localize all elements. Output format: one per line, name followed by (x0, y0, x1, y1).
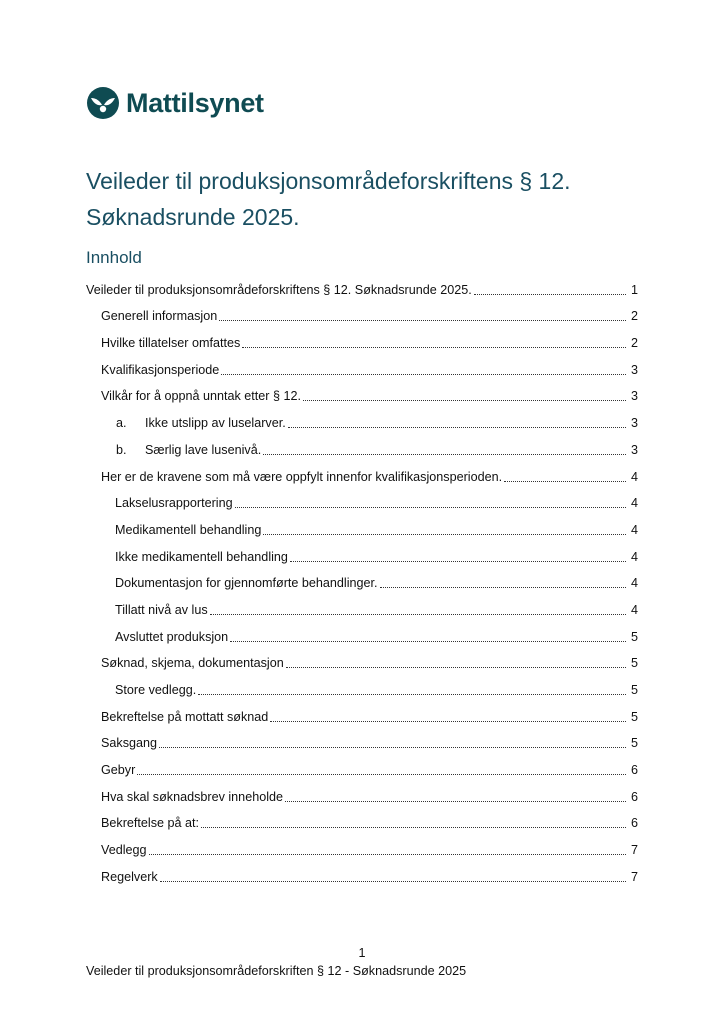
toc-entry-text: Hva skal søknadsbrev inneholde (101, 789, 284, 804)
document-title (86, 163, 646, 235)
toc-dot-leader (201, 811, 626, 828)
toc-entry-page: 4 (630, 602, 638, 617)
toc-dot-leader (270, 705, 626, 722)
toc-dot-leader (286, 651, 626, 668)
toc-entry-page: 5 (630, 709, 638, 724)
toc-entry[interactable] (86, 298, 638, 325)
toc-dot-leader (149, 838, 626, 855)
toc-dot-leader (504, 465, 626, 482)
toc-entry-page: 5 (630, 736, 638, 751)
toc-dot-leader (242, 331, 626, 348)
toc-entry-page: 3 (630, 389, 638, 404)
toc-entry-page: 2 (630, 336, 638, 351)
toc-entry-text: Dokumentasjon for gjennomførte behandlinger. (115, 576, 378, 591)
toc-dot-leader (263, 518, 626, 535)
toc-entry[interactable] (86, 698, 638, 725)
mattilsynet-logo (86, 86, 264, 120)
toc-dot-leader (380, 571, 626, 588)
toc-entry-letter: b. (116, 442, 127, 457)
toc-entry[interactable] (86, 378, 638, 405)
toc-dot-leader (288, 411, 626, 428)
toc-entry-page: 5 (630, 683, 638, 697)
toc-entry-text: Ikke utslipp av luselarver. (145, 416, 286, 431)
toc-entry-text: Gebyr (101, 763, 136, 778)
toc-entry[interactable] (86, 751, 638, 778)
toc-entry-page: 4 (630, 576, 638, 591)
toc-entry-text: Tillatt nivå av lus (115, 602, 208, 617)
toc-entry[interactable] (86, 671, 638, 698)
toc-entry[interactable] (86, 618, 638, 645)
toc-entry-page: 7 (630, 843, 638, 858)
toc-dot-leader (159, 731, 626, 748)
toc-entry-page: 7 (630, 869, 638, 884)
toc-entry-text: Avsluttet produksjon (115, 629, 229, 644)
toc-dot-leader (235, 491, 626, 508)
toc-entry[interactable] (86, 831, 638, 858)
toc-entry-page: 2 (630, 309, 638, 324)
toc-entry-page: 6 (630, 789, 638, 804)
toc-entry-text: Vilkår for å oppnå unntak etter § 12. (101, 389, 301, 404)
toc-dot-leader (160, 865, 626, 882)
toc-entry[interactable] (86, 404, 638, 431)
toc-entry-text: Søknad, skjema, dokumentasjon (101, 656, 284, 671)
document-title-line-2: Søknadsrunde 2025. (86, 204, 300, 230)
toc-entry[interactable] (86, 778, 638, 805)
document-title-line-1: Veileder til produksjonsområdeforskriftens § 12. (86, 168, 571, 194)
toc-entry-page: 5 (630, 629, 638, 644)
toc-entry[interactable] (86, 591, 638, 618)
toc-entry-text: Saksgang (101, 736, 158, 751)
toc-entry-text: Medikamentell behandling (115, 522, 262, 537)
toc-entry[interactable] (86, 458, 638, 485)
toc-dot-leader (285, 785, 626, 802)
mattilsynet-logo-icon (86, 86, 120, 120)
table-of-contents (86, 271, 638, 885)
toc-entry-page: 1 (630, 282, 638, 297)
toc-entry[interactable] (86, 511, 638, 538)
toc-entry[interactable] (86, 858, 638, 885)
toc-entry-page: 3 (630, 416, 638, 431)
toc-entry-text: Her er de kravene som må være oppfylt innenfor kvalifikasjonsperioden. (101, 469, 503, 484)
toc-dot-leader (198, 678, 626, 695)
toc-entry-page: 4 (630, 469, 638, 484)
toc-dot-leader (210, 598, 626, 615)
toc-entry[interactable] (86, 485, 638, 512)
toc-entry-page: 6 (630, 816, 638, 831)
page-number: 1 (358, 946, 366, 960)
toc-entry-text: Lakselusrapportering (115, 496, 233, 511)
toc-dot-leader (230, 625, 626, 642)
toc-entry-page: 4 (630, 522, 638, 537)
footer-text: Veileder til produksjonsområdeforskriften § 12 - Søknadsrunde 2025 (86, 964, 467, 978)
toc-dot-leader (303, 384, 626, 401)
toc-entry[interactable] (86, 805, 638, 832)
toc-entry-page: 5 (630, 656, 638, 671)
toc-entry-letter: a. (116, 416, 127, 431)
toc-entry-text: Bekreftelse på mottatt søknad (101, 709, 269, 724)
toc-entry-page: 6 (630, 763, 638, 778)
toc-dot-leader (137, 758, 626, 775)
toc-entry-page: 4 (630, 496, 638, 511)
toc-entry-page: 4 (630, 549, 638, 564)
toc-entry-text: Kvalifikasjonsperiode (101, 362, 220, 377)
toc-entry[interactable] (86, 351, 638, 378)
toc-heading: Innhold (86, 248, 142, 267)
toc-entry[interactable] (86, 565, 638, 592)
toc-entry[interactable] (86, 645, 638, 672)
toc-entry-text: Generell informasjon (101, 309, 218, 324)
toc-dot-leader (290, 545, 626, 562)
toc-entry-page: 3 (630, 362, 638, 377)
toc-entry[interactable] (86, 324, 638, 351)
toc-entry[interactable] (86, 538, 638, 565)
toc-entry[interactable] (86, 725, 638, 752)
toc-entry-text: Vedlegg (101, 843, 147, 858)
toc-entry-text: Regelverk (101, 869, 158, 884)
toc-entry-page: 3 (630, 442, 638, 457)
toc-entry-text: Ikke medikamentell behandling (115, 549, 288, 564)
toc-entry-text: Særlig lave lusenivå. (145, 442, 262, 457)
toc-entry-text: Bekreftelse på at: (101, 816, 200, 831)
toc-entry-text: Store vedlegg. (115, 683, 197, 697)
toc-dot-leader (221, 358, 626, 375)
toc-dot-leader (474, 278, 626, 295)
toc-entry[interactable] (86, 431, 638, 458)
toc-entry-text: Hvilke tillatelser omfattes (101, 336, 241, 351)
toc-dot-leader (219, 304, 626, 321)
toc-entry[interactable] (86, 271, 638, 298)
toc-dot-leader (263, 438, 626, 455)
logo-text: Mattilsynet (126, 88, 264, 118)
toc-entry-text: Veileder til produksjonsområdeforskriftens § 12. Søknadsrunde 2025. (86, 282, 472, 297)
